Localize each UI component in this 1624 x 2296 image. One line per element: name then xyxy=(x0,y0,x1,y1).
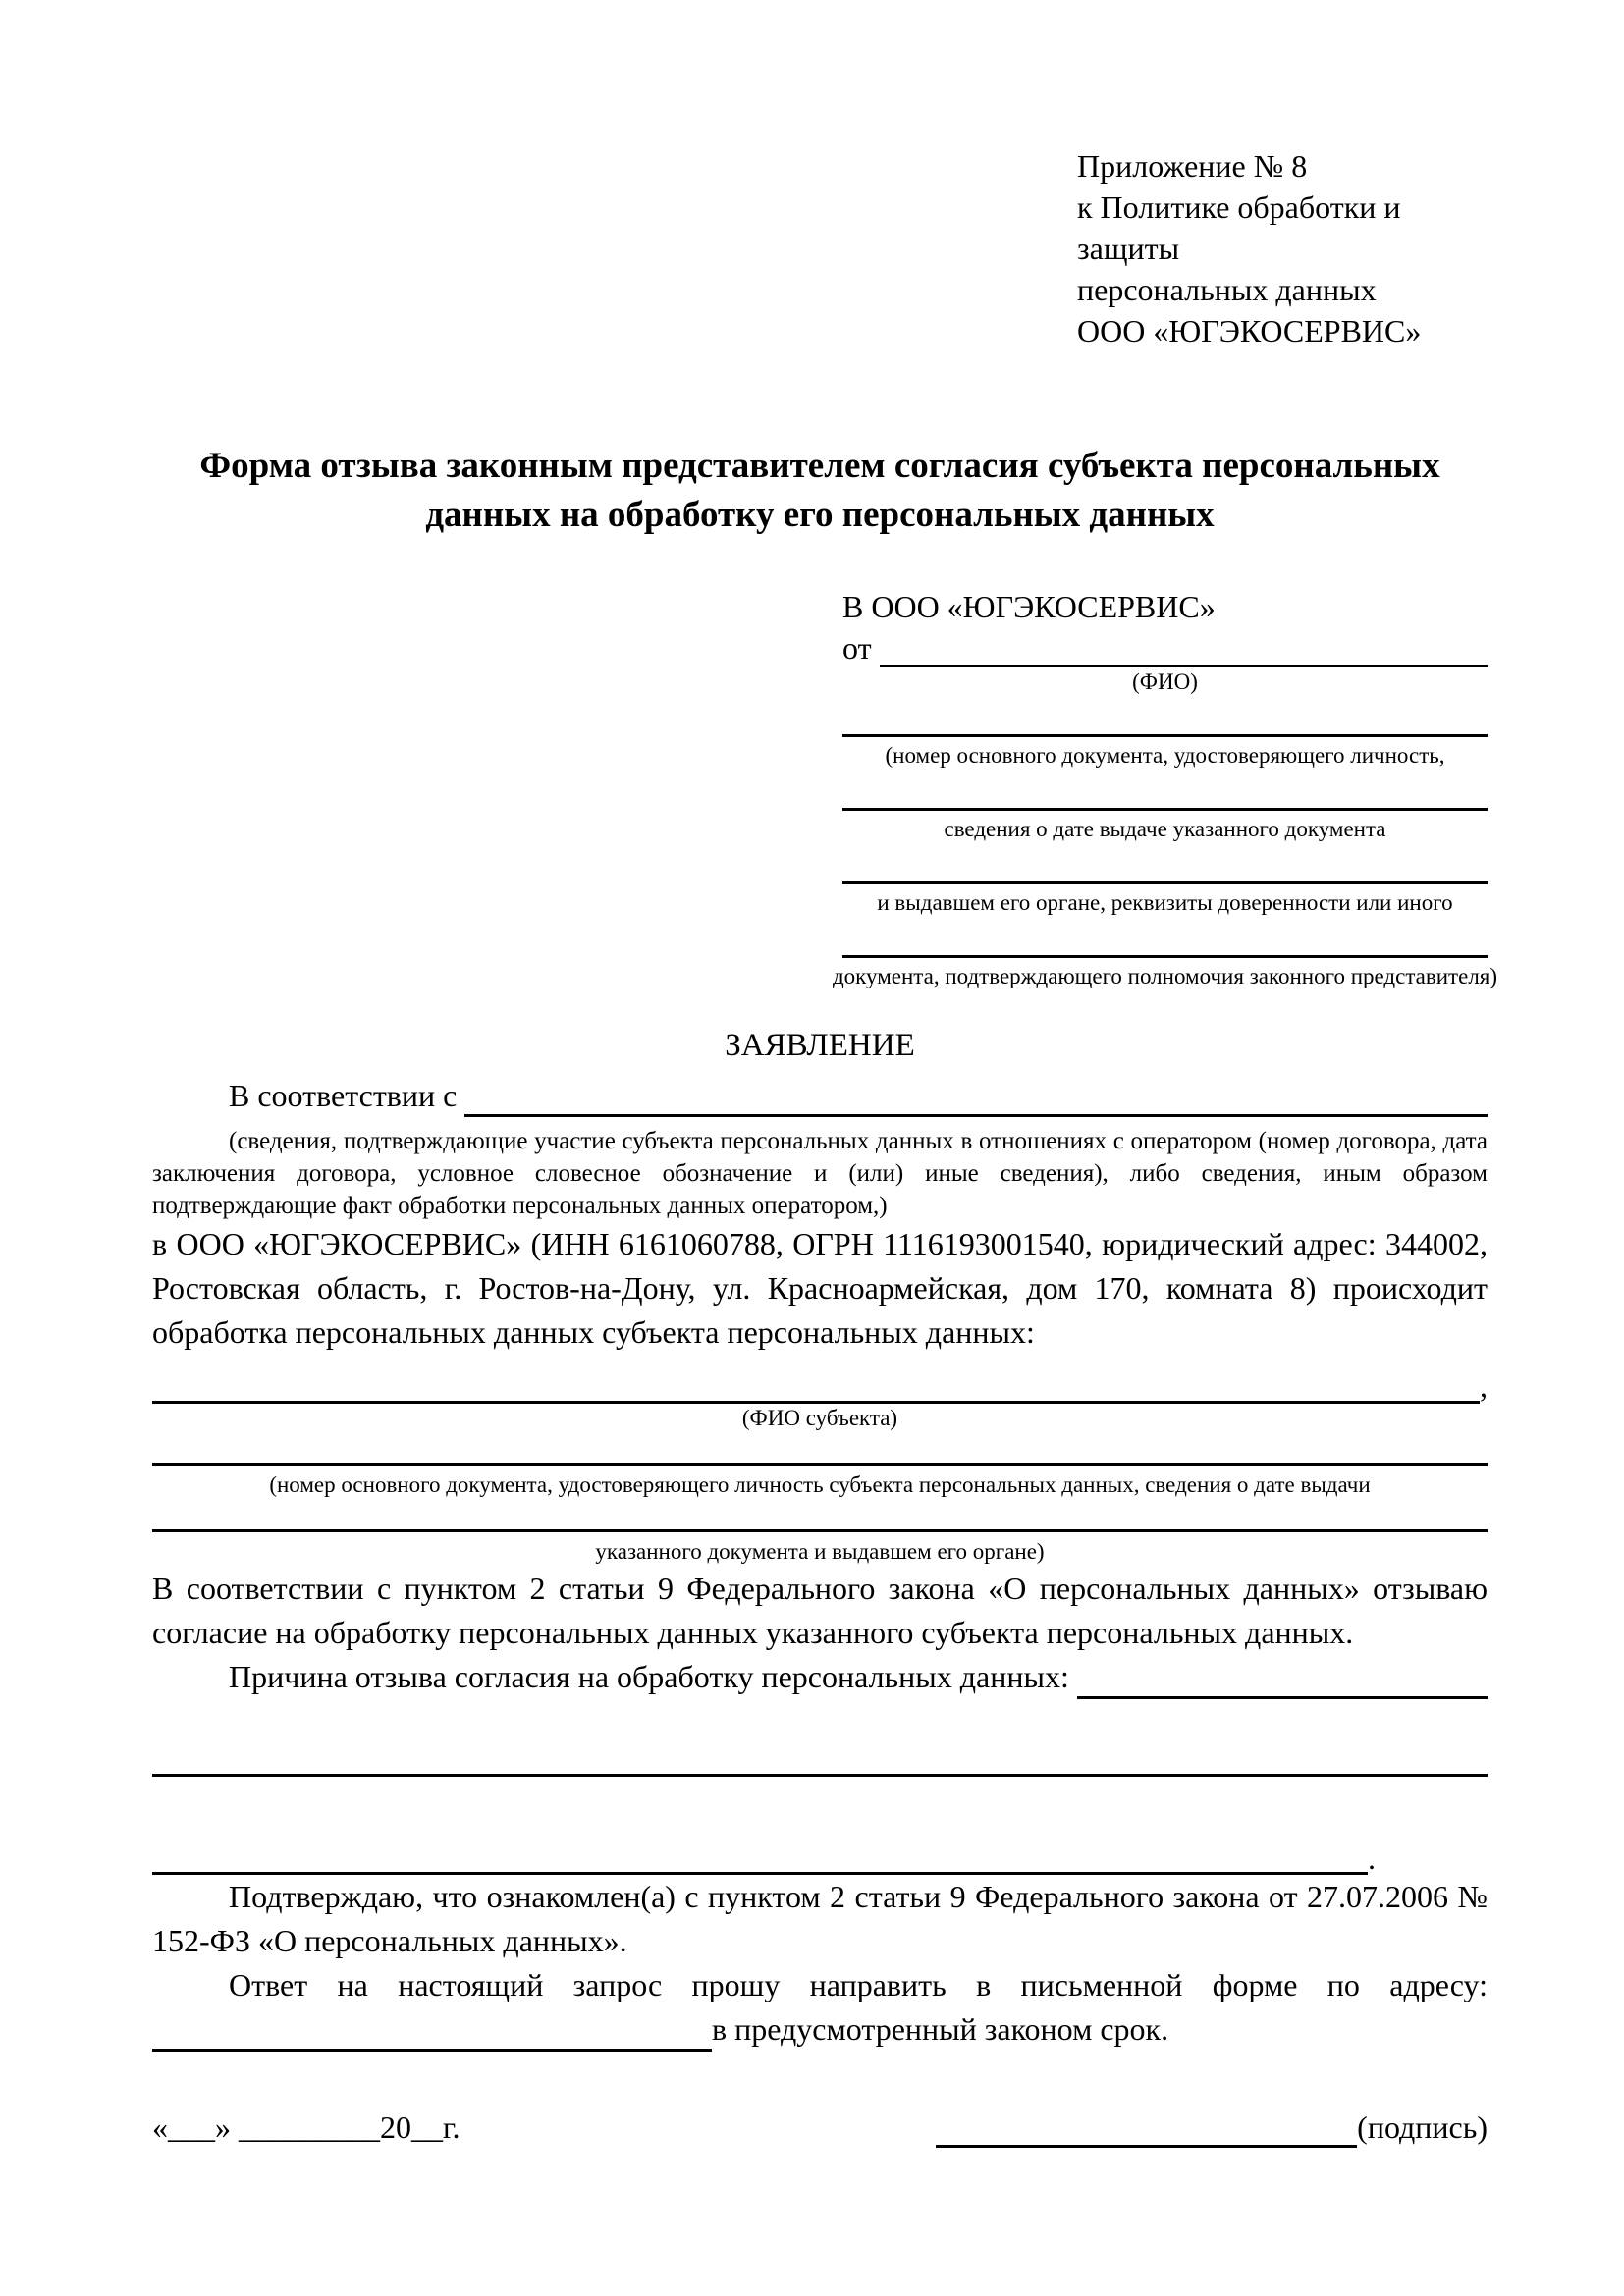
statement-heading: ЗАЯВЛЕНИЕ xyxy=(725,1028,915,1063)
addressee-field-group xyxy=(842,808,1488,844)
addressee-field-group xyxy=(842,881,1488,918)
appendix-header-line: к Политике обработки и защиты xyxy=(1077,189,1401,266)
addressee-to-line: В ООО «ЮГЭКОСЕРВИС» xyxy=(842,589,1216,624)
fio-caption: (ФИО) xyxy=(1132,669,1198,694)
appendix-header-line: Приложение № 8 xyxy=(1077,148,1308,184)
blank-line-period: . xyxy=(1368,1841,1376,1876)
confirm-paragraph: Подтверждаю, что ознакомлен(а) с пунктом 2 статьи 9 Федерального закона от 27.07.2006 № 152-ФЗ «О персональных данных». xyxy=(152,1879,1488,1958)
addressee-from-row xyxy=(842,628,1488,667)
subject-doc-group xyxy=(152,1463,1488,1500)
subject-doc-group xyxy=(152,1529,1488,1567)
reason-row xyxy=(152,1655,1488,1699)
reason-blank-row-2 xyxy=(152,1842,1488,1875)
authority-doc-fill-line xyxy=(842,955,1488,958)
reply-paragraph: Ответ на настоящий запрос прошу направить в письменной форме по адресу: xyxy=(229,1967,1488,2002)
reason-fill-line xyxy=(1077,1696,1488,1699)
addressee-block xyxy=(832,587,1498,991)
issue-date-caption: сведения о дате выдаче указанного документа xyxy=(944,817,1386,841)
subject-doc-caption-2: указанного документа и выдавшем его органе) xyxy=(595,1539,1045,1564)
subject-doc-fill-line xyxy=(152,1463,1488,1466)
form-title: Форма отзыва законным представителем согласия субъекта персональных данных на обработку его персональных данных xyxy=(199,446,1440,535)
addressee-field-group xyxy=(842,734,1488,771)
date-line: «___» _________20__г. xyxy=(152,2109,460,2145)
reply-address-row xyxy=(152,2007,1488,2052)
reply-address-fill-line xyxy=(152,2015,712,2052)
basis-note: (сведения, подтверждающие участие субъекта персональных данных в отношениях с оператором (номер договора, дата заключения договора, условное словесное обозначение и (или) иные сведения), либо сведения, иным образом подтверждающие факт обработки персональных данных оператором,) xyxy=(152,1128,1488,1219)
issuing-authority-fill-line xyxy=(842,881,1488,884)
reason-prefix: Причина отзыва согласия на обработку персональных данных: xyxy=(229,1659,1069,1694)
appendix-header-line: ООО «ЮГЭКОСЕРВИС» xyxy=(1077,313,1422,348)
addressee-field-group xyxy=(832,955,1498,991)
law-paragraph: В соответствии с пунктом 2 статьи 9 Федерального закона «О персональных данных» отзываю согласие на обработку персональных данных указанного субъекта персональных данных. xyxy=(152,1571,1488,1650)
issuing-authority-caption: и выдавшем его органе, реквизиты доверенности или иного xyxy=(877,890,1453,915)
from-label: от xyxy=(842,630,872,666)
subject-doc-caption-1: (номер основного документа, удостоверяющего личность субъекта персональных данных, сведения о дате выдачи xyxy=(269,1472,1371,1497)
subject-fio-row xyxy=(152,1368,1488,1404)
doc-number-fill-line xyxy=(842,734,1488,737)
intro-row xyxy=(152,1074,1488,1117)
footer-row xyxy=(152,2107,1488,2148)
subject-doc-fill-line-2 xyxy=(152,1529,1488,1532)
intro-prefix: В соответствии с xyxy=(229,1078,458,1113)
document-content xyxy=(152,0,1498,2148)
signature-fill-line xyxy=(936,2111,1357,2148)
appendix-header xyxy=(1077,145,1488,351)
issue-date-fill-line xyxy=(842,808,1488,811)
subject-line-comma: , xyxy=(1480,1368,1488,1404)
reason-blank-line-2 xyxy=(152,1842,1368,1875)
appendix-header-line: персональных данных xyxy=(1077,272,1377,307)
operator-paragraph: в ООО «ЮГЭКОСЕРВИС» (ИНН 6161060788, ОГРН 1116193001540, юридический адрес: 344002, Ростовская область, г. Ростов-на-Дону, ул. Красноармейская, дом 170, комната 8) происходит обработка персональных данных субъекта персональных данных: xyxy=(152,1226,1488,1350)
reply-suffix: в предусмотренный законом срок. xyxy=(712,2011,1169,2047)
doc-number-caption: (номер основного документа, удостоверяющего личность, xyxy=(885,743,1445,768)
signature-block xyxy=(936,2107,1488,2148)
reason-blank-line-1 xyxy=(152,1774,1488,1777)
signature-caption: (подпись) xyxy=(1357,2109,1488,2145)
authority-doc-caption: документа, подтверждающего полномочия законного представителя) xyxy=(832,964,1498,988)
subject-fio-caption: (ФИО субъекта) xyxy=(741,1406,898,1430)
basis-fill-line xyxy=(464,1114,1488,1117)
